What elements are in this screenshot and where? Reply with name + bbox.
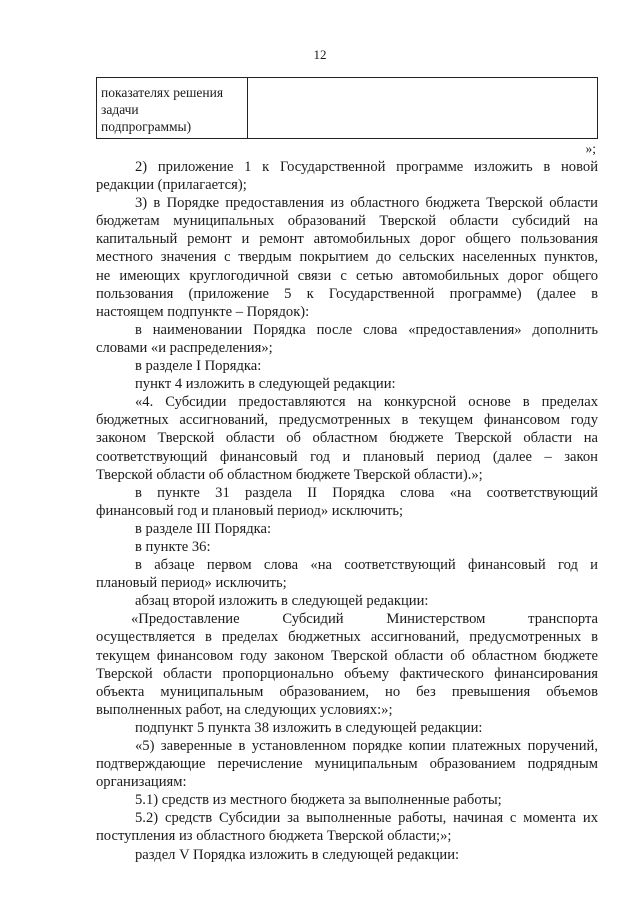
table-fragment	[96, 77, 598, 139]
paragraph	[96, 520, 598, 538]
paragraph-line: словами «и распределения»;	[96, 339, 273, 356]
table-cell-line: задачи	[101, 102, 139, 117]
paragraph-line: поступления из областного бюджета Тверской области;»;	[96, 828, 452, 845]
paragraph	[96, 610, 598, 719]
paragraph-line: объекта муниципальным образованием, но без превышения объемов	[96, 683, 598, 700]
paragraph	[96, 484, 598, 520]
paragraph	[96, 393, 598, 483]
paragraph	[96, 321, 598, 357]
paragraph-line: редакции (прилагается);	[96, 177, 247, 194]
paragraph-line: в пункте 31 раздела II Порядка слова «на соответствующий	[135, 484, 598, 501]
paragraph-line: местного значения с твердым покрытием до сельских населенных пунктов,	[96, 249, 598, 266]
paragraph-line: финансовый год и плановый период» исключить;	[96, 502, 404, 519]
paragraph	[96, 357, 598, 375]
closing-quote: »;	[585, 141, 596, 156]
paragraph	[96, 737, 598, 791]
paragraph-line: в наименовании Порядка после слова «предоставления» дополнить	[135, 321, 598, 338]
paragraph-line: 2) приложение 1 к Государственной программе изложить в новой	[135, 159, 598, 175]
paragraph	[96, 592, 598, 610]
paragraph-line: плановый период» исключить;	[96, 575, 287, 592]
paragraph-line: не имеющих круглогодичной связи с сетью автомобильных дорог общего	[96, 267, 598, 284]
paragraph-line: выполненных работ, на следующих условиях:»;	[96, 701, 393, 718]
paragraph	[96, 538, 598, 556]
table-cell-line: показателях решения	[101, 85, 224, 100]
paragraph-line: абзац второй изложить в следующей редакции:	[135, 593, 429, 610]
paragraph-line: Тверской области пропорционально объему фактического финансирования	[96, 665, 598, 682]
paragraph-line: «Предоставление Субсидий Министерством транспорта	[131, 611, 598, 628]
paragraph-line: подпункт 5 пункта 38 изложить в следующей редакции:	[135, 719, 483, 736]
paragraph-line: организациям:	[96, 774, 187, 791]
paragraph	[96, 556, 598, 592]
paragraph-line: бюджетных ассигнований, предусмотренных в текущем финансовом году	[96, 412, 598, 429]
paragraph	[96, 375, 598, 393]
paragraph-line: 5.1) средств из местного бюджета за выполненные работы;	[135, 792, 502, 809]
paragraph-line: «4. Субсидии предоставляются на конкурсной основе в пределах	[135, 394, 598, 411]
paragraph-line: в пункте 36:	[135, 538, 211, 555]
paragraph-line: настоящем подпункте – Порядок):	[96, 303, 310, 320]
paragraph	[96, 719, 598, 737]
paragraph-line: текущем финансовом году законом Тверской области об областном бюджете	[96, 647, 598, 664]
paragraph	[96, 194, 598, 321]
paragraph-line: подтверждающие перечисление муниципальным образованием подрядным	[96, 756, 598, 773]
paragraph-line: бюджетам муниципальных образований Тверской области субсидий на	[96, 213, 598, 230]
paragraph-line: капитальный ремонт и ремонт автомобильных дорог общего пользования	[96, 231, 598, 248]
paragraph-line: в разделе I Порядка:	[135, 358, 262, 375]
paragraph-line: законом Тверской области об областном бюджете Тверской области на	[96, 430, 598, 447]
paragraph	[96, 791, 598, 809]
table-cell-line: подпрограммы)	[101, 119, 192, 134]
paragraph-line: 5.2) средств Субсидии за выполненные работы, начиная с момента их	[135, 810, 598, 827]
paragraph-line: в абзаце первом слова «на соответствующий финансовый год и	[135, 557, 598, 574]
paragraph-line: 3) в Порядке предоставления из областного бюджета Тверской области	[135, 195, 598, 212]
paragraph	[96, 809, 598, 845]
paragraph-line: «5) заверенные в установленном порядке копии платежных поручений,	[135, 738, 598, 754]
table-cell-left	[101, 84, 223, 135]
paragraph	[96, 158, 598, 194]
page-number: 12	[313, 47, 327, 62]
table-column-divider	[247, 78, 248, 138]
paragraph-line: Тверской области об областном бюджете Тверской области).»;	[96, 466, 483, 483]
document-body	[96, 158, 598, 864]
paragraph-line: пункт 4 изложить в следующей редакции:	[135, 376, 396, 393]
paragraph-line: соответствующий финансовый год и плановый период (далее – закон	[96, 448, 598, 465]
paragraph-line: пользования (приложение 5 к Государственной программе) (далее в	[96, 285, 598, 302]
paragraph-line: раздел V Порядка изложить в следующей редакции:	[135, 846, 460, 863]
paragraph	[96, 846, 598, 864]
paragraph-line: осуществляется в пределах бюджетных ассигнований, предусмотренных в	[96, 629, 598, 646]
paragraph-line: в разделе III Порядка:	[135, 520, 272, 537]
